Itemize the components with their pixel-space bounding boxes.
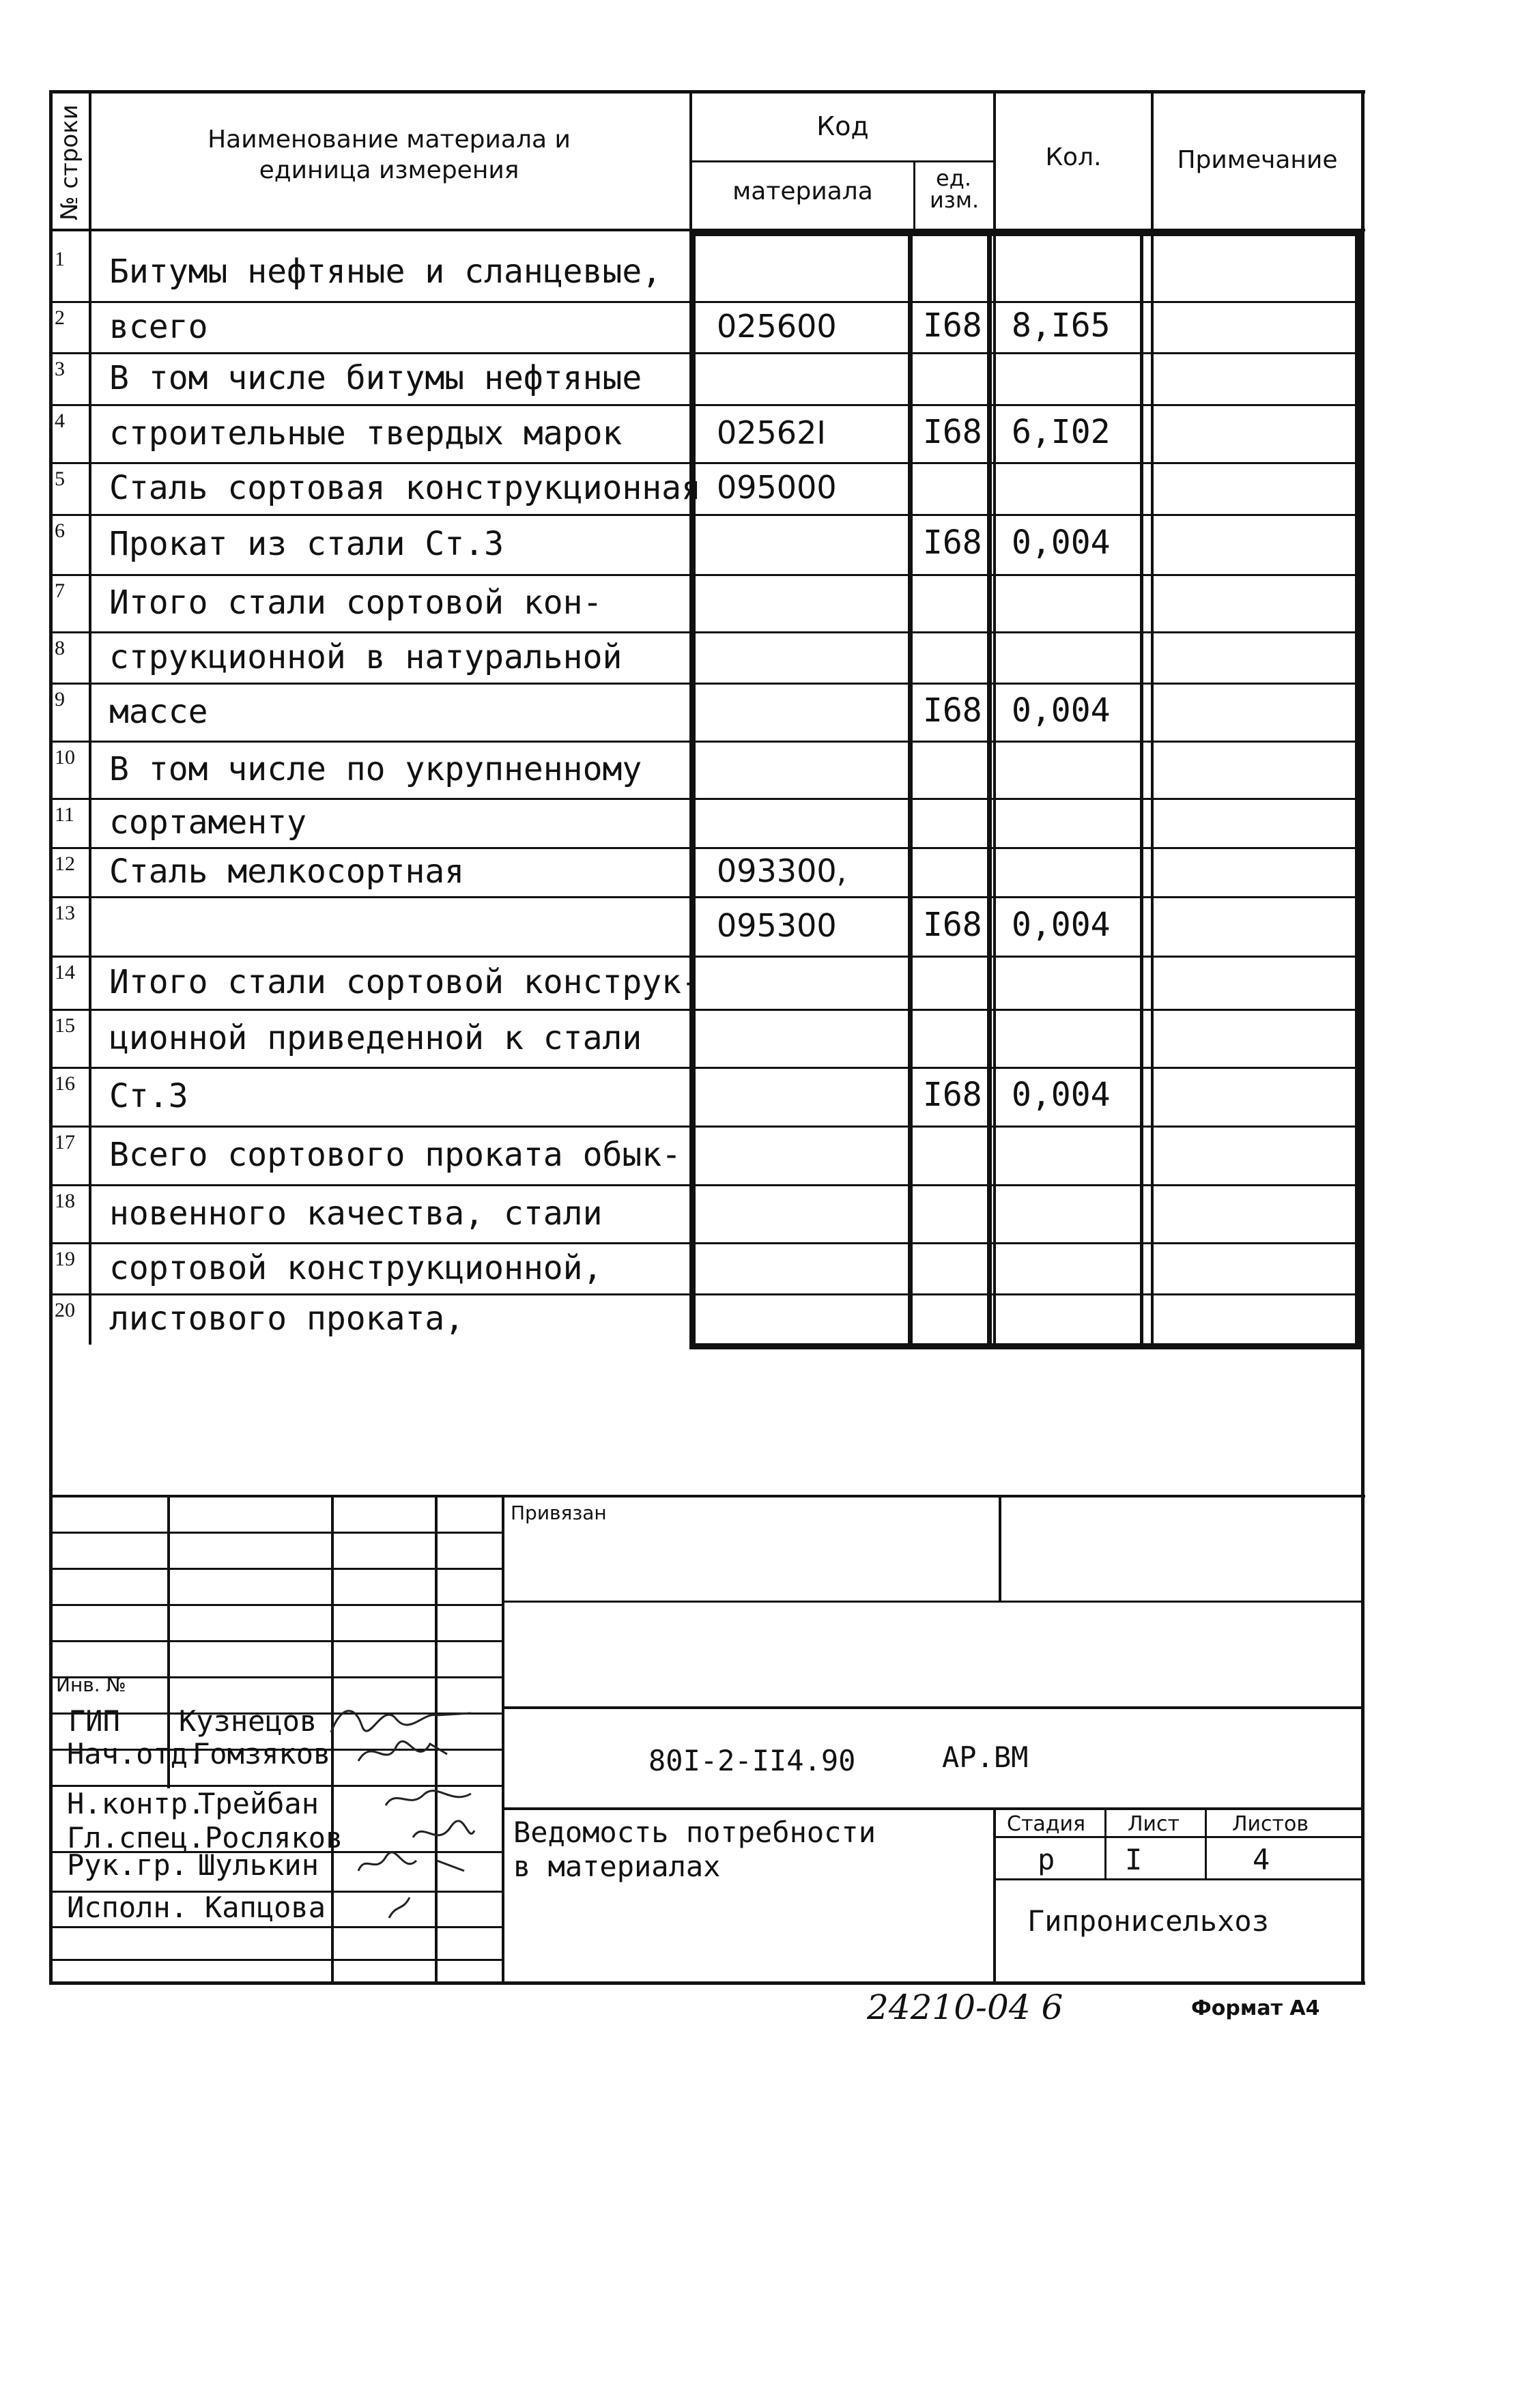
row-number: 1 xyxy=(55,248,65,270)
unit-code: I68 xyxy=(923,524,982,562)
row-number: 3 xyxy=(55,358,65,380)
name-roslyakov: Росляков xyxy=(205,1821,343,1854)
quantity: 0,004 xyxy=(1012,905,1111,944)
unit-code: I68 xyxy=(923,306,982,345)
name-column-header: Наименование материала и единица измерения xyxy=(208,126,571,184)
row-number: 7 xyxy=(55,579,65,602)
signature-kaptsova xyxy=(382,1891,423,1925)
code-material-header: материала xyxy=(732,177,873,205)
row-number: 16 xyxy=(55,1072,75,1095)
row-number: 10 xyxy=(55,746,75,769)
material-name: строительные твердых марок xyxy=(109,414,623,453)
material-name: сортаменту xyxy=(109,803,306,842)
quantity: 0,004 xyxy=(1012,691,1111,730)
row-number: 8 xyxy=(55,637,65,659)
signature-roslyakov xyxy=(410,1817,478,1851)
role-chief-specialist: Гл.спец. xyxy=(67,1821,205,1854)
unit-code: I68 xyxy=(923,412,982,451)
material-name: В том числе по укрупненному xyxy=(109,750,642,788)
material-name: сортовой конструкционной, xyxy=(109,1248,603,1287)
document-code: 80I-2-II4.90 xyxy=(648,1744,856,1777)
unit-code: I68 xyxy=(923,691,982,730)
stage-value: р xyxy=(1038,1843,1055,1876)
code-column-header: Код xyxy=(816,111,869,141)
row-number: 2 xyxy=(55,306,65,329)
code-unit-header: ед. изм. xyxy=(930,165,980,213)
sheet-value: I xyxy=(1125,1843,1143,1876)
material-name: Всего сортового проката обык- xyxy=(109,1136,682,1174)
row-number: 12 xyxy=(55,852,75,875)
name-kaptsova: Капцова xyxy=(205,1891,326,1924)
sheets-value: 4 xyxy=(1253,1843,1270,1876)
unit-code: I68 xyxy=(923,1076,982,1114)
name-shulkin: Шулькин xyxy=(198,1848,319,1882)
role-group-lead: Рук.гр. xyxy=(67,1848,188,1882)
name-gomzyakov: Гомзяков xyxy=(192,1737,331,1771)
material-name: массе xyxy=(109,692,208,731)
row-number: 9 xyxy=(55,688,65,711)
material-name: всего xyxy=(109,307,208,346)
row-number: 20 xyxy=(55,1299,75,1321)
quantity: 0,004 xyxy=(1012,1076,1111,1114)
format-label: Формат А4 xyxy=(1191,1996,1320,2020)
material-name: Битумы нефтяные и сланцевые, xyxy=(109,253,662,291)
note-column-header: Примечание xyxy=(1177,146,1338,174)
name-treiban: Трейбан xyxy=(198,1787,319,1820)
qty-column-header: Кол. xyxy=(1045,143,1102,171)
row-number: 11 xyxy=(55,803,74,826)
name-kuznetsov: Кузнецов xyxy=(179,1704,317,1738)
sheet-label: Лист xyxy=(1128,1812,1180,1836)
row-number: 5 xyxy=(55,468,65,490)
material-name: новенного качества, стали xyxy=(109,1194,603,1233)
material-code: 025600 xyxy=(717,307,837,345)
material-code: 02562I xyxy=(717,414,826,451)
material-name: Итого стали сортовой кон- xyxy=(109,584,603,622)
document-mark: АР.ВМ xyxy=(942,1740,1029,1774)
material-name: Итого стали сортовой конструк- xyxy=(109,963,701,1001)
row-number: 13 xyxy=(55,902,75,924)
material-code: 093300, xyxy=(717,852,847,889)
row-number: 14 xyxy=(55,961,75,984)
material-name: ционной приведенной к стали xyxy=(109,1018,642,1057)
attached-label: Привязан xyxy=(511,1502,607,1524)
inventory-label: Инв. № xyxy=(56,1674,126,1696)
signature-kuznetsov xyxy=(328,1698,478,1739)
role-gip: ГИП xyxy=(68,1704,120,1738)
stage-label: Стадия xyxy=(1007,1812,1086,1836)
material-name: струкционной в натуральной xyxy=(109,637,623,676)
material-name: Сталь сортовая конструкционная xyxy=(109,469,701,507)
row-number: 6 xyxy=(55,519,65,542)
material-name: Сталь мелкосортная xyxy=(109,852,465,891)
organization-name: Гипронисельхоз xyxy=(1027,1904,1270,1938)
signature-shulkin xyxy=(355,1847,471,1881)
document-title-line2: в материалах xyxy=(513,1850,721,1883)
row-number: 17 xyxy=(55,1131,75,1153)
material-code: 095000 xyxy=(717,469,837,506)
quantity: 8,I65 xyxy=(1012,306,1111,345)
material-name: листового проката, xyxy=(109,1299,465,1338)
row-number: 4 xyxy=(55,410,65,432)
handwritten-number: 24210-04 6 xyxy=(867,1988,1063,2027)
document-title-line1: Ведомость потребности xyxy=(513,1816,876,1849)
row-number: 15 xyxy=(55,1014,75,1037)
quantity: 0,004 xyxy=(1012,524,1111,562)
signature-gomzyakov xyxy=(355,1734,451,1775)
row-number-header: № строки xyxy=(55,104,83,220)
role-norm-control: Н.контр. xyxy=(67,1787,205,1820)
material-code: 095300 xyxy=(717,906,837,944)
quantity: 6,I02 xyxy=(1012,412,1111,451)
role-dept-head: Нач.отд. xyxy=(67,1737,205,1771)
material-name: Ст.3 xyxy=(109,1077,188,1115)
signature-treiban xyxy=(382,1781,478,1816)
unit-code: I68 xyxy=(923,905,982,944)
role-executor: Исполн. xyxy=(67,1891,188,1924)
material-name: В том числе битумы нефтяные xyxy=(109,359,642,397)
sheets-label: Листов xyxy=(1232,1812,1309,1836)
material-name: Прокат из стали Ст.3 xyxy=(109,525,504,563)
row-number: 18 xyxy=(55,1190,75,1212)
row-number: 19 xyxy=(55,1248,75,1270)
